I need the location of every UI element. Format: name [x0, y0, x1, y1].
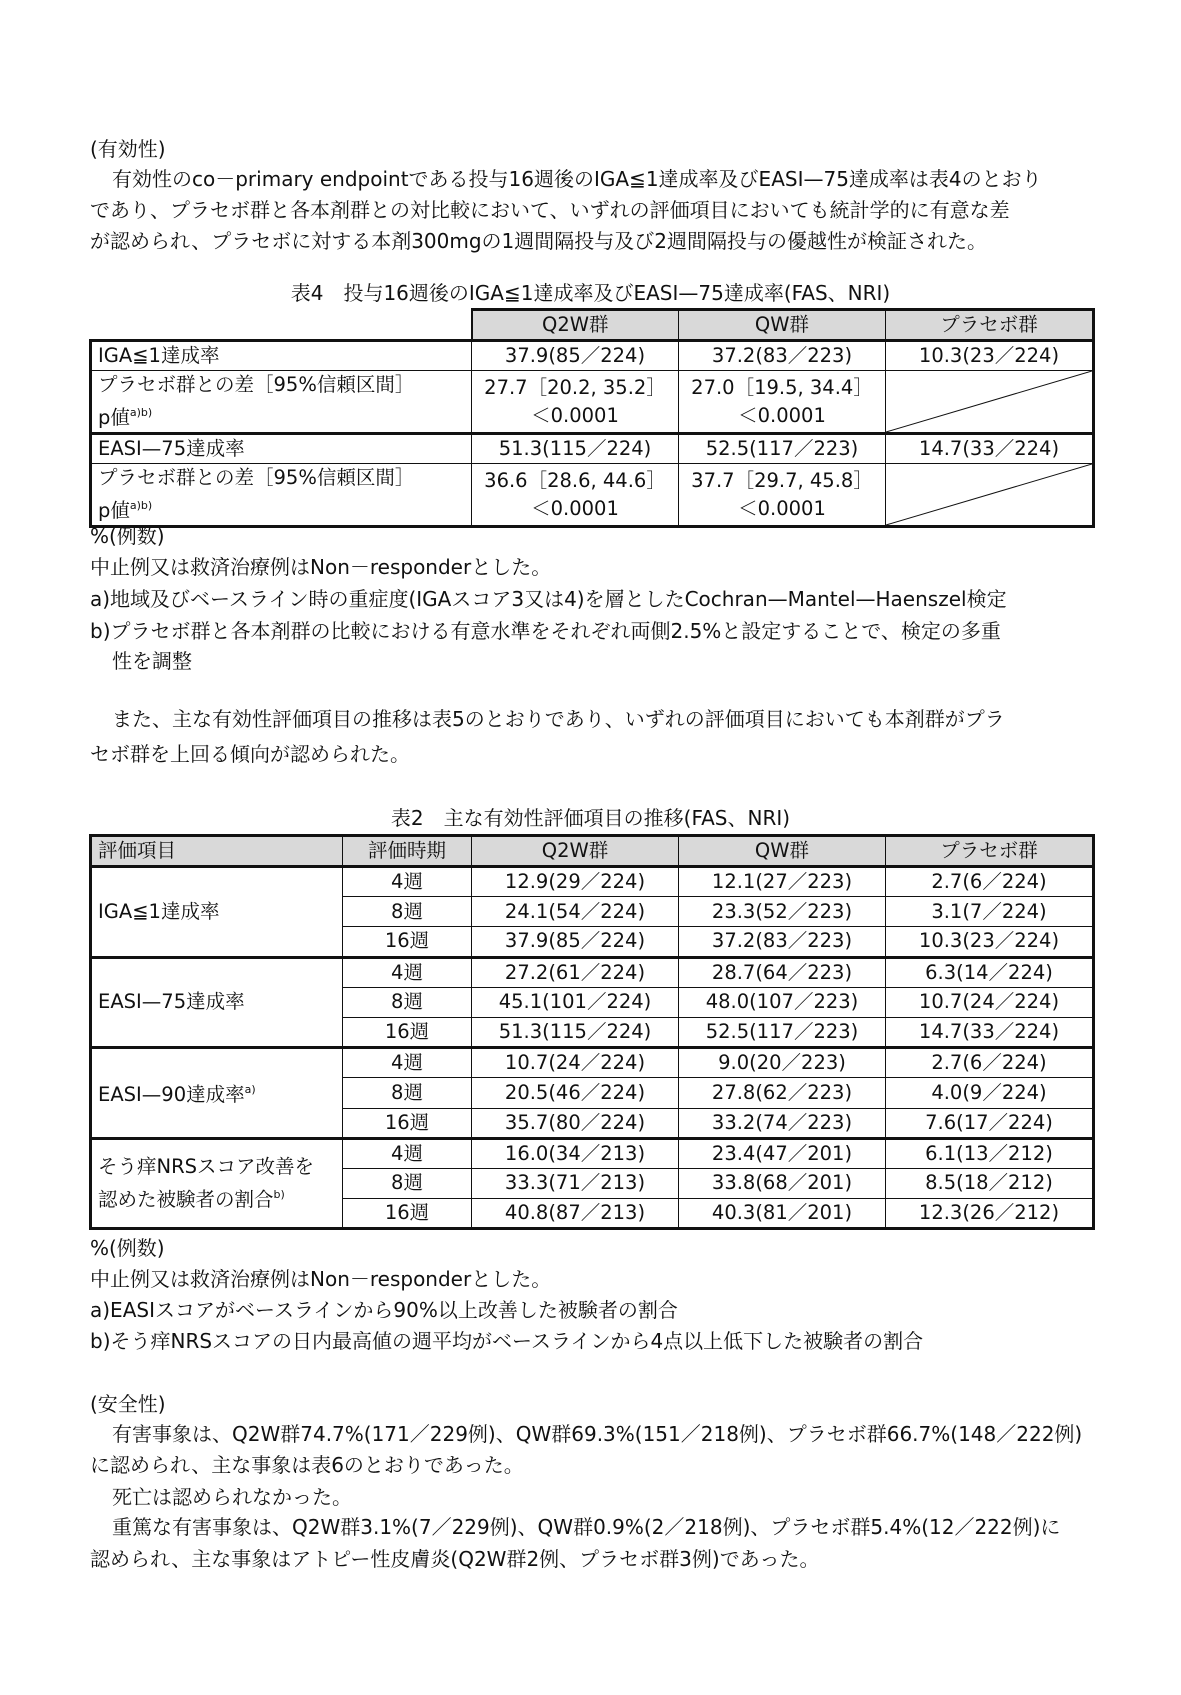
value-cell: 7.6(17／224) — [886, 1108, 1094, 1138]
column-header: Q2W群 — [472, 310, 679, 341]
row-label-text: プラセボ群との差［95%信頼区間］ — [98, 373, 415, 396]
value-cell: 4.0(9／224) — [886, 1078, 1094, 1108]
not-applicable-cell — [886, 371, 1094, 434]
safety-line: に認められ、主な事象は表6のとおりであった。 — [90, 1453, 524, 1477]
evaluation-item-text: IGA≦1達成率 — [98, 899, 220, 923]
value-cell: 35.7(80／224) — [472, 1108, 679, 1138]
value-cell: 48.0(107／223) — [679, 987, 886, 1017]
value-cell: 37.2(83／223) — [679, 341, 886, 371]
table4-note: 性を調整 — [112, 649, 192, 673]
diagonal-slash — [886, 464, 1092, 525]
value-cell: 9.0(20／223) — [679, 1048, 886, 1078]
difference-cell — [679, 464, 886, 527]
table4-note: 中止例又は救済治療例はNon－responderとした。 — [90, 555, 552, 579]
value-cell: 52.5(117／223) — [679, 1017, 886, 1047]
efficacy-paragraph-line: であり、プラセボ群と各本剤群との対比較において、いずれの評価項目においても統計学的に有意な差 — [90, 198, 1010, 222]
difference-ci: 37.7［29.7, 45.8］ — [691, 468, 873, 492]
table4-caption: 表4 投与16週後のIGA≦1達成率及びEASI—75達成率(FAS、NRI) — [290, 281, 891, 305]
p-value-label — [98, 399, 465, 432]
value-cell: 2.7(6／224) — [886, 867, 1094, 897]
value-cell: 14.7(33／224) — [886, 434, 1094, 464]
evaluation-time: 8週 — [343, 987, 472, 1017]
evaluation-item — [91, 957, 343, 1048]
row-label-text: プラセボ群との差［95%信頼区間］ — [98, 466, 415, 489]
table4 — [89, 308, 1095, 528]
value-cell: 28.7(64／223) — [679, 957, 886, 987]
value-cell: 10.3(23／224) — [886, 927, 1094, 957]
value-cell: 37.9(85／224) — [472, 341, 679, 371]
value-cell: 40.8(87／213) — [472, 1199, 679, 1229]
value-cell: 33.2(74／223) — [679, 1108, 886, 1138]
table-row — [91, 867, 1094, 897]
column-header: 評価時期 — [343, 836, 472, 867]
value-cell: 3.1(7／224) — [886, 897, 1094, 927]
evaluation-time: 4週 — [343, 1138, 472, 1168]
value-cell: 2.7(6／224) — [886, 1048, 1094, 1078]
value-cell: 27.2(61／224) — [472, 957, 679, 987]
evaluation-time: 16週 — [343, 1108, 472, 1138]
value-cell: 37.9(85／224) — [472, 927, 679, 957]
table2-note: 中止例又は救済治療例はNon－responderとした。 — [90, 1267, 552, 1291]
table-row — [91, 1138, 1094, 1168]
empty-corner-cell — [91, 310, 472, 341]
value-cell: 40.3(81／201) — [679, 1199, 886, 1229]
table4-note: b)プラセボ群と各本剤群の比較における有意水準をそれぞれ両側2.5%と設定することで、検定の多重 — [90, 619, 1001, 643]
evaluation-item-text: EASI—90達成率 — [98, 1083, 245, 1107]
safety-line: 有害事象は、Q2W群74.7%(171／229例)、QW群69.3%(151／218例)、プラセボ群66.7%(148／222例) — [112, 1422, 1083, 1446]
paragraph-line: また、主な有効性評価項目の推移は表5のとおりであり、いずれの評価項目においても本剤群がプラ — [112, 707, 1005, 731]
evaluation-time: 8週 — [343, 1168, 472, 1198]
footnote-marker: a)b) — [129, 406, 153, 419]
row-label: EASI—75達成率 — [91, 434, 472, 464]
value-cell: 12.9(29／224) — [472, 867, 679, 897]
table2-note: b)そう痒NRSスコアの日内最高値の週平均がベースラインから4点以上低下した被験者の割合 — [90, 1329, 924, 1353]
table2-header-row — [91, 836, 1094, 867]
table4-note: %(例数) — [90, 524, 165, 548]
evaluation-time: 8週 — [343, 897, 472, 927]
table2 — [89, 834, 1095, 1230]
value-cell: 8.5(18／212) — [886, 1168, 1094, 1198]
column-header: QW群 — [679, 836, 886, 867]
p-value: ＜0.0001 — [738, 403, 826, 427]
safety-line: 死亡は認められなかった。 — [112, 1485, 352, 1509]
evaluation-item — [91, 1048, 343, 1139]
footnote-marker: b) — [273, 1187, 285, 1201]
efficacy-paragraph-line: 有効性のco－primary endpointである投与16週後のIGA≦1達成率及びEASI—75達成率は表4のとおり — [112, 167, 1042, 191]
evaluation-time: 4週 — [343, 1048, 472, 1078]
value-cell: 51.3(115／224) — [472, 1017, 679, 1047]
value-cell: 37.2(83／223) — [679, 927, 886, 957]
evaluation-time: 16週 — [343, 1199, 472, 1229]
evaluation-time: 16週 — [343, 927, 472, 957]
p-value-label-text: p値 — [98, 406, 130, 429]
value-cell: 12.3(26／212) — [886, 1199, 1094, 1229]
difference-cell — [472, 464, 679, 527]
evaluation-item — [91, 1138, 343, 1229]
table2-note: a)EASIスコアがベースラインから90%以上改善した被験者の割合 — [90, 1298, 678, 1322]
p-value: ＜0.0001 — [531, 403, 619, 427]
row-label: IGA≦1達成率 — [91, 341, 472, 371]
difference-cell — [679, 371, 886, 434]
evaluation-item-text: EASI—75達成率 — [98, 990, 245, 1014]
value-cell: 10.3(23／224) — [886, 341, 1094, 371]
table-row — [91, 957, 1094, 987]
value-cell: 52.5(117／223) — [679, 434, 886, 464]
evaluation-time: 4週 — [343, 957, 472, 987]
column-header: Q2W群 — [472, 836, 679, 867]
table-row — [91, 1048, 1094, 1078]
value-cell: 45.1(101／224) — [472, 987, 679, 1017]
value-cell: 10.7(24／224) — [472, 1048, 679, 1078]
footnote-marker: a) — [244, 1083, 256, 1097]
evaluation-item-text: そう痒NRSスコア改善を — [98, 1154, 315, 1178]
p-value-label-text: p値 — [98, 499, 130, 522]
efficacy-paragraph-line: が認められ、プラセボに対する本剤300mgの1週間隔投与及び2週間隔投与の優越性が検証された。 — [90, 229, 988, 253]
table2-note: %(例数) — [90, 1236, 165, 1260]
footnote-marker: a)b) — [129, 499, 153, 512]
value-cell: 23.4(47／201) — [679, 1138, 886, 1168]
safety-line: 認められ、主な事象はアトピー性皮膚炎(Q2W群2例、プラセボ群3例)であった。 — [90, 1547, 820, 1571]
value-cell: 12.1(27／223) — [679, 867, 886, 897]
safety-line: 重篤な有害事象は、Q2W群3.1%(7／229例)、QW群0.9%(2／218例)、プラセボ群5.4%(12／222例)に — [112, 1515, 1061, 1539]
difference-ci: 27.0［19.5, 34.4］ — [691, 375, 873, 399]
efficacy-heading: (有効性) — [90, 137, 166, 161]
diagonal-slash — [886, 371, 1092, 432]
p-value: ＜0.0001 — [531, 496, 619, 520]
evaluation-time: 4週 — [343, 867, 472, 897]
table4-header-row — [91, 310, 1094, 341]
value-cell: 51.3(115／224) — [472, 434, 679, 464]
column-header: プラセボ群 — [886, 836, 1094, 867]
paragraph-line: セボ群を上回る傾向が認められた。 — [90, 742, 410, 766]
table-row — [91, 464, 1094, 527]
table4-note: a)地域及びベースライン時の重症度(IGAスコア3又は4)を層としたCochran—Mantel—Haenszel検定 — [90, 587, 1007, 611]
value-cell: 33.8(68／201) — [679, 1168, 886, 1198]
table-row — [91, 434, 1094, 464]
evaluation-item — [91, 867, 343, 958]
column-header: 評価項目 — [91, 836, 343, 867]
column-header: QW群 — [679, 310, 886, 341]
value-cell: 16.0(34／213) — [472, 1138, 679, 1168]
difference-ci: 27.7［20.2, 35.2］ — [484, 375, 666, 399]
value-cell: 20.5(46／224) — [472, 1078, 679, 1108]
difference-cell — [472, 371, 679, 434]
evaluation-time: 16週 — [343, 1017, 472, 1047]
value-cell: 14.7(33／224) — [886, 1017, 1094, 1047]
not-applicable-cell — [886, 464, 1094, 527]
value-cell: 24.1(54／224) — [472, 897, 679, 927]
value-cell: 6.3(14／224) — [886, 957, 1094, 987]
table-row — [91, 371, 1094, 434]
value-cell: 23.3(52／223) — [679, 897, 886, 927]
row-label — [91, 371, 472, 434]
table2-caption: 表2 主な有効性評価項目の推移(FAS、NRI) — [390, 806, 791, 830]
row-label — [91, 464, 472, 527]
value-cell: 10.7(24／224) — [886, 987, 1094, 1017]
p-value: ＜0.0001 — [738, 496, 826, 520]
table-row — [91, 341, 1094, 371]
column-header: プラセボ群 — [886, 310, 1094, 341]
difference-ci: 36.6［28.6, 44.6］ — [484, 468, 666, 492]
value-cell: 33.3(71／213) — [472, 1168, 679, 1198]
value-cell: 6.1(13／212) — [886, 1138, 1094, 1168]
value-cell: 27.8(62／223) — [679, 1078, 886, 1108]
evaluation-item-text: 認めた被験者の割合 — [98, 1187, 274, 1211]
evaluation-time: 8週 — [343, 1078, 472, 1108]
safety-heading: (安全性) — [90, 1392, 166, 1416]
